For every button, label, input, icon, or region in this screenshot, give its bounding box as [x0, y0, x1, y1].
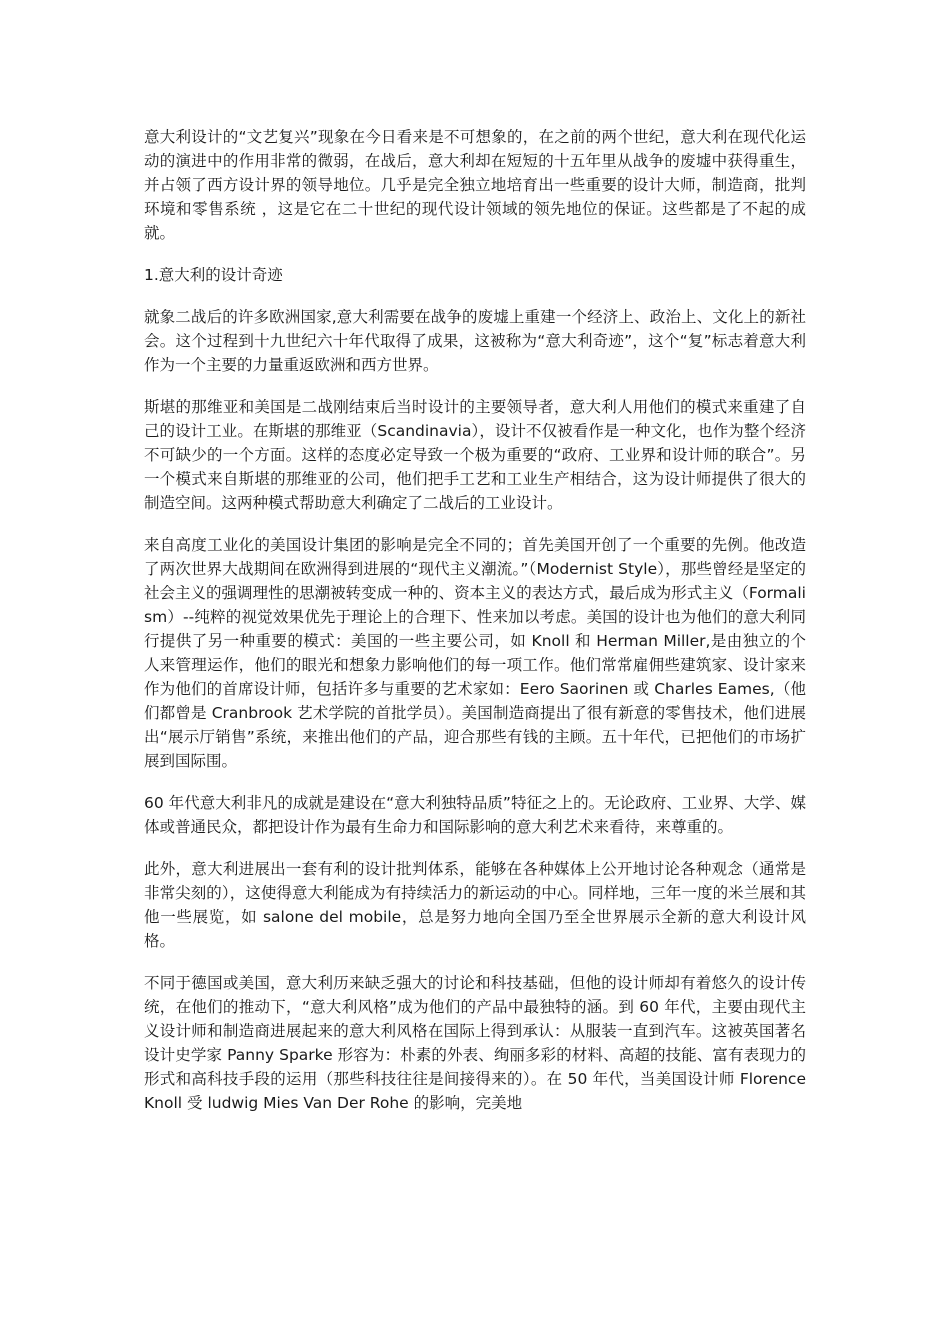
paragraph-criticism: 此外，意大利进展出一套有利的设计批判体系，能够在各种媒体上公开地讨论各种观念（通常是非常尖刻的），这使得意大利能成为有持续活力的新运动的中心。同样地，三年一度的米兰展和其他一些展览，如 salone del mobile，总是努力地向全国乃至全世界展示全新的意大利设计风格。: [144, 860, 806, 950]
section-heading: 1.意大利的设计奇迹: [144, 266, 283, 284]
paragraph-america: 来自高度工业化的美国设计集团的影响是完全不同的；首先美国开创了一个重要的先例。他改造了两次世界大战期间在欧洲得到进展的“现代主义潮流。”（Modernist Style），那些曾经是坚定的社会主义的强调理性的思潮被转变成一种的、资本主义的表达方式，最后成为形式主义（Formalism）--纯粹的视觉效果优先于理论上的合理下、性来加以考虑。美国的设计也为他们的意大利同行提供了另一种重要的模式：美国的一些主要公司，如 Knoll 和 Herman Miller,是由独立的个人来管理运作，他们的眼光和想象力影响他们的每一项工作。他们常常雇佣些建筑家、设计家来作为他们的首席设计师，包括许多与重要的艺术家如：Eero Saorinen 或 Charles Eames,（他们都曾是 Cranbrook 艺术学院的首批学员）。美国制造商提出了很有新意的零售技术，他们进展出“展示厅销售”系统，来推出他们的产品，迎合那些有钱的主顾。五十年代，已把他们的市场扩展到国际围。: [144, 536, 806, 770]
document-body: [144, 125, 806, 1133]
paragraph-sixties: 60 年代意大利非凡的成就是建设在“意大利独特品质”特征之上的。无论政府、工业界、大学、媒体或普通民众，都把设计作为最有生命力和国际影响的意大利艺术来看待，来尊重的。: [144, 794, 806, 836]
paragraph-italian-style: 不同于德国或美国，意大利历来缺乏强大的讨论和科技基础，但他的设计师却有着悠久的设计传统，在他们的推动下，“意大利风格”成为他们的产品中最独特的涵。到 60 年代，主要由现代主义设计师和制造商进展起来的意大利风格在国际上得到承认：从服装一直到汽车。这被英国著名设计史学家 Panny Sparke 形容为：朴素的外表、绚丽多彩的材料、高超的技能、富有表现力的形式和高科技手段的运用（那些科技往往是间接得来的）。在 50 年代，当美国设计师 Florence Knoll 受 ludwig Mies Van Der Rohe 的影响，完美地: [144, 974, 806, 1112]
paragraph-postwar: 就象二战后的许多欧洲国家,意大利需要在战争的废墟上重建一个经济上、政治上、文化上的新社会。这个过程到十九世纪六十年代取得了成果，这被称为“意大利奇迹”，这个“复”标志着意大利作为一个主要的力量重返欧洲和西方世界。: [144, 308, 806, 374]
paragraph-scandinavia: 斯堪的那维亚和美国是二战刚结束后当时设计的主要领导者，意大利人用他们的模式来重建了自己的设计工业。在斯堪的那维亚（Scandinavia），设计不仅被看作是一种文化，也作为整个经济不可缺少的一个方面。这样的态度必定导致一个极为重要的“政府、工业界和设计师的联合”。另一个模式来自斯堪的那维亚的公司，他们把手工艺和工业生产相结合，这为设计师提供了很大的制造空间。这两种模式帮助意大利确定了二战后的工业设计。: [144, 398, 806, 512]
paragraph-intro: 意大利设计的“文艺复兴”现象在今日看来是不可想象的，在之前的两个世纪，意大利在现代化运动的演进中的作用非常的微弱，在战后，意大利却在短短的十五年里从战争的废墟中获得重生，并占领了西方设计界的领导地位。几乎是完全独立地培育出一些重要的设计大师，制造商，批判环境和零售系统 ，这是它在二十世纪的现代设计领域的领先地位的保证。这些都是了不起的成就。: [144, 128, 806, 242]
